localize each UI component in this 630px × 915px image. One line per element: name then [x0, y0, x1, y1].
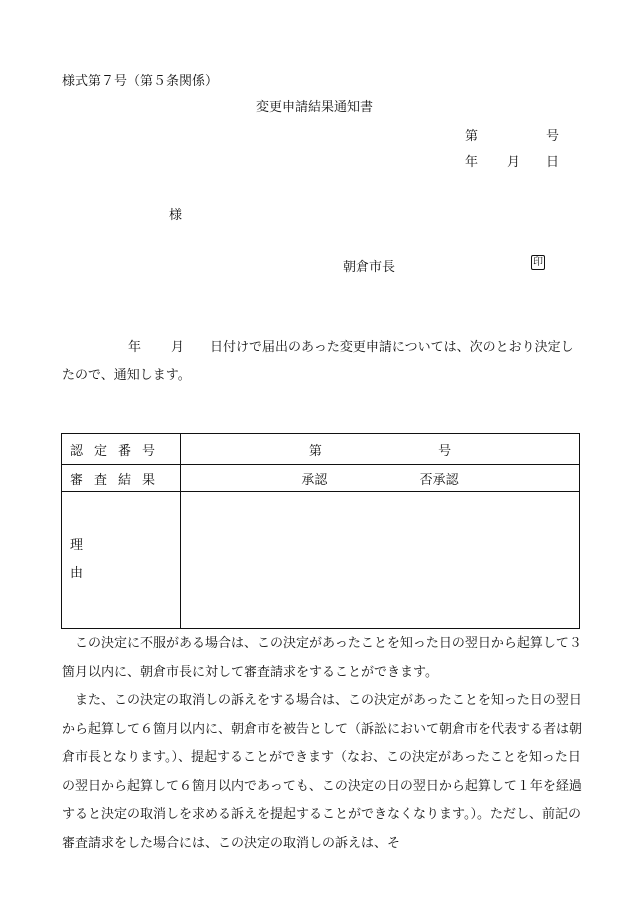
body-month-label: 月	[171, 340, 185, 355]
review-result-approved: 承認	[301, 472, 328, 488]
review-result-value	[181, 465, 580, 492]
table-row	[62, 492, 580, 629]
review-result-rejected: 否承認	[419, 472, 459, 488]
reason-label	[62, 492, 181, 629]
table-row	[62, 434, 580, 465]
body-year-label: 年	[128, 340, 142, 355]
date-month-label: 月	[507, 155, 521, 170]
document-title: 変更申請結果通知書	[256, 100, 374, 115]
issuer-name: 朝倉市長	[343, 260, 396, 275]
review-result-label: 審査結果	[62, 465, 181, 492]
reason-label-char-2: 由	[70, 566, 84, 582]
body-paragraph	[62, 334, 582, 390]
note-paragraph-2: また、この決定の取消しの訴えをする場合は、この決定があったことを知った日の翌日から起算して６箇月以内に、朝倉市を被告として（訴訟において朝倉市を代表する者は朝倉市長となります。）、提起することができます（なお、この決定があったことを知った日の翌日から起算して６箇月以内であっても、この決定の日の翌日から起算して１年を経過すると決定の取消しを求める訴えを提起することができなくなります。）。ただし、前記の審査請求をした場合には、この決定の取消しの訴えは、そ	[62, 693, 583, 851]
certification-number-label: 認定番号	[62, 434, 181, 465]
addressee-honorific: 様	[169, 208, 183, 223]
date-year-label: 年	[465, 155, 479, 170]
date-day-label: 日	[546, 155, 560, 170]
notes-section	[62, 630, 582, 858]
document-number-suffix: 号	[546, 129, 560, 144]
note-paragraph-1: この決定に不服がある場合は、この決定があったことを知った日の翌日から起算して３箇月以内に、朝倉市長に対して審査請求をすることができます。	[62, 636, 582, 680]
certification-number-suffix: 号	[438, 443, 452, 459]
certification-number-value	[181, 434, 580, 465]
form-number: 様式第７号（第５条関係）	[62, 74, 219, 89]
reason-value	[181, 492, 580, 629]
certification-number-prefix: 第	[308, 443, 322, 459]
reason-label-char-1: 理	[70, 538, 84, 554]
body-text: 日付けで届出のあった変更申請については、次のとおり決定したので、通知します。	[62, 340, 574, 383]
seal-icon: 印	[533, 257, 543, 268]
document-number-prefix: 第	[465, 129, 479, 144]
decision-table	[61, 433, 580, 629]
table-row	[62, 465, 580, 492]
